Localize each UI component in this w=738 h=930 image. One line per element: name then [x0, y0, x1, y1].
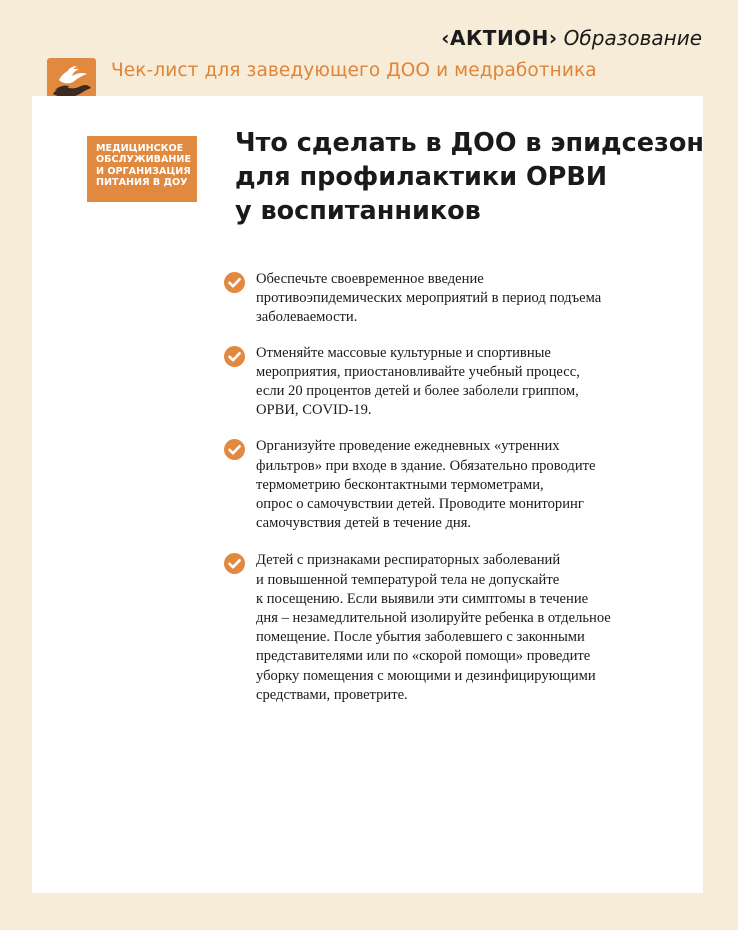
checklist-item	[224, 344, 674, 421]
item-line: Отменяйте массовые культурные и спортивные	[256, 344, 551, 361]
content-card	[32, 96, 703, 893]
check-icon	[224, 272, 245, 293]
check-icon	[224, 346, 245, 367]
item-line: фильтров» при входе в здание. Обязательно проводите	[256, 457, 596, 474]
item-line: Детей с признаками респираторных заболеваний	[256, 552, 561, 569]
brand-name-bold: ‹АКТИОН›	[441, 26, 558, 50]
title-line: у воспитанников	[235, 196, 481, 226]
item-line: мероприятия, приостановливайте учебный процесс,	[256, 363, 580, 380]
checklist-item	[224, 437, 674, 533]
item-line: и повышенной температурой тела не допускайте	[256, 571, 560, 588]
item-line: к посещению. Если выявили эти симптомы в течение	[256, 590, 589, 607]
checklist-item-text	[256, 437, 674, 533]
brand-logo	[441, 26, 702, 50]
checklist-item	[224, 551, 674, 705]
check-icon	[224, 439, 245, 460]
title-line: Что сделать в ДОО в эпидсезон	[235, 128, 704, 158]
category-badge	[87, 136, 197, 202]
page-header-title: Чек-лист для заведующего ДОО и медработника	[111, 60, 597, 81]
checklist-item	[224, 270, 674, 328]
category-line: ОБСЛУЖИВАНИЕ	[96, 154, 191, 166]
item-line: помещение. После убытия заболевшего с законными	[256, 629, 585, 646]
check-icon	[224, 553, 245, 574]
category-line: ПИТАНИЯ В ДОУ	[96, 177, 188, 189]
page-title	[235, 126, 704, 228]
item-line: самочувствия детей в течение дня.	[256, 515, 472, 532]
checklist	[224, 270, 674, 705]
item-line: термометрию бесконтактными термометрами,	[256, 476, 544, 493]
item-line: если 20 процентов детей и более заболели гриппом,	[256, 383, 579, 400]
item-line: Обеспечьте своевременное введение	[256, 271, 484, 287]
brand-name-light: Образование	[563, 26, 702, 50]
checklist-item-text	[256, 270, 674, 328]
category-line: МЕДИЦИНСКОЕ	[96, 143, 184, 154]
item-line: представителями или по «скорой помощи» проведите	[256, 648, 591, 665]
item-line: заболеваемости.	[256, 309, 358, 326]
item-line: дня – незамедлительной изолируйте ребенка в отдельное	[256, 610, 611, 627]
checklist-item-text	[256, 551, 674, 705]
item-line: Организуйте проведение ежедневных «утренних	[256, 438, 560, 455]
item-line: ОРВИ, COVID-19.	[256, 402, 372, 419]
item-line: уборку помещения с моющими и дезинфицирующими	[256, 667, 596, 684]
title-line: для профилактики ОРВИ	[235, 162, 608, 192]
item-line: опрос о самочувствии детей. Проводите мониторинг	[256, 496, 584, 513]
category-line: И ОРГАНИЗАЦИЯ	[96, 165, 191, 177]
item-line: средствами, проветрите.	[256, 686, 408, 703]
checklist-item-text	[256, 344, 674, 421]
item-line: противоэпидемических мероприятий в период подъема	[256, 290, 602, 307]
